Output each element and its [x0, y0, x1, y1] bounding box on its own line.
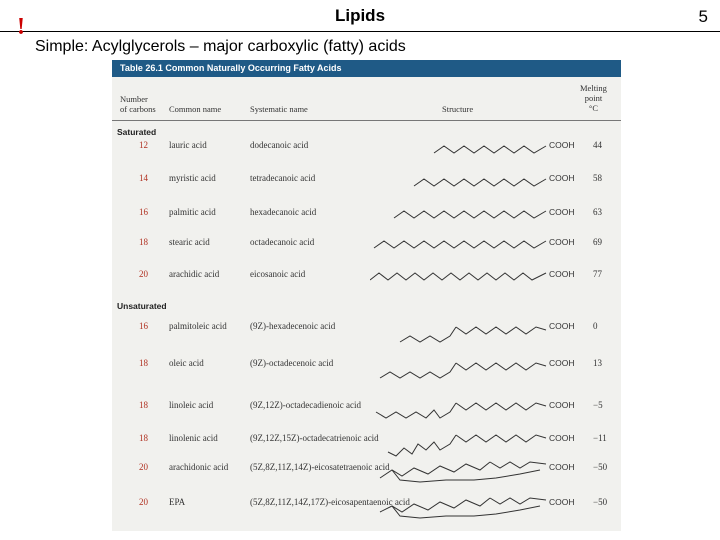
row-systematic-name: (9Z)-octadecenoic acid: [250, 358, 334, 368]
row-melting-point: −5: [593, 400, 603, 410]
row-common-name: palmitoleic acid: [169, 321, 227, 331]
row-melting-point: 58: [593, 173, 602, 183]
row-group-label: COOH: [549, 269, 575, 279]
row-common-name: oleic acid: [169, 358, 204, 368]
header-carbons-line2: of carbons: [120, 104, 156, 114]
palmitic-acid-structure-icon: [370, 205, 548, 223]
row-common-name: arachidonic acid: [169, 462, 229, 472]
row-group-label: COOH: [549, 140, 575, 150]
header-mp-line3: °C: [588, 103, 598, 113]
row-carbons: 20: [139, 269, 148, 279]
lauric-acid-structure-icon: [370, 140, 548, 158]
row-common-name: linoleic acid: [169, 400, 214, 410]
row-carbons: 18: [139, 433, 148, 443]
row-common-name: EPA: [169, 497, 186, 507]
row-systematic-name: hexadecanoic acid: [250, 207, 317, 217]
section-unsaturated: Unsaturated: [117, 301, 167, 311]
arachidonic-acid-structure-icon: [370, 456, 548, 486]
header-divider: [112, 120, 621, 121]
row-carbons: 18: [139, 237, 148, 247]
row-melting-point: −50: [593, 497, 608, 507]
row-common-name: lauric acid: [169, 140, 207, 150]
palmitoleic-acid-structure-icon: [370, 318, 548, 344]
header-carbons: [120, 94, 156, 114]
row-carbons: 12: [139, 140, 148, 150]
row-common-name: myristic acid: [169, 173, 216, 183]
fatty-acids-table: [112, 60, 621, 531]
row-systematic-name: (5Z,8Z,11Z,14Z)-eicosatetraenoic acid: [250, 462, 390, 472]
table-title-band: [112, 60, 621, 77]
row-common-name: palmitic acid: [169, 207, 216, 217]
row-group-label: COOH: [549, 462, 575, 472]
slide-subtitle: Simple: Acylglycerols – major carboxylic (fatty) acids: [35, 38, 406, 55]
row-carbons: 16: [139, 321, 148, 331]
row-systematic-name: (9Z)-hexadecenoic acid: [250, 321, 336, 331]
header-common-name: Common name: [169, 104, 222, 114]
row-carbons: 18: [139, 400, 148, 410]
row-carbons: 20: [139, 462, 148, 472]
row-systematic-name: (9Z,12Z,15Z)-octadecatrienoic acid: [250, 433, 379, 443]
row-melting-point: −11: [593, 433, 607, 443]
header-carbons-line1: Number: [120, 94, 148, 104]
row-common-name: stearic acid: [169, 237, 210, 247]
table-title: Table 26.1 Common Naturally Occurring Fatty Acids: [120, 63, 342, 73]
header-melting-point: [580, 83, 607, 113]
myristic-acid-structure-icon: [370, 173, 548, 191]
slide-number: 5: [698, 7, 708, 26]
row-common-name: arachidic acid: [169, 269, 220, 279]
row-group-label: COOH: [549, 358, 575, 368]
oleic-acid-structure-icon: [370, 354, 548, 382]
header-systematic-name: Systematic name: [250, 104, 308, 114]
linoleic-acid-structure-icon: [370, 394, 548, 426]
arachidic-acid-structure-icon: [370, 267, 548, 285]
row-group-label: COOH: [549, 173, 575, 183]
row-systematic-name: (9Z,12Z)-octadecadienoic acid: [250, 400, 361, 410]
row-systematic-name: octadecanoic acid: [250, 237, 315, 247]
row-group-label: COOH: [549, 400, 575, 410]
row-group-label: COOH: [549, 497, 575, 507]
header-mp-line2: point: [584, 93, 603, 103]
row-carbons: 18: [139, 358, 148, 368]
row-group-label: COOH: [549, 433, 575, 443]
stearic-acid-structure-icon: [370, 235, 548, 253]
row-melting-point: 69: [593, 237, 602, 247]
header-mp-line1: Melting: [580, 83, 607, 93]
title-divider: [0, 31, 720, 32]
row-melting-point: 13: [593, 358, 602, 368]
row-group-label: COOH: [549, 237, 575, 247]
section-saturated: Saturated: [117, 127, 157, 137]
row-group-label: COOH: [549, 321, 575, 331]
row-systematic-name: dodecanoic acid: [250, 140, 309, 150]
exclamation-icon: !: [17, 14, 25, 40]
row-melting-point: −50: [593, 462, 608, 472]
row-systematic-name: (5Z,8Z,11Z,14Z,17Z)-eicosapentaenoic acid: [250, 497, 410, 507]
row-systematic-name: tetradecanoic acid: [250, 173, 316, 183]
row-carbons: 20: [139, 497, 148, 507]
row-group-label: COOH: [549, 207, 575, 217]
slide-title: Lipids: [334, 6, 386, 25]
header-structure: Structure: [442, 104, 474, 114]
row-carbons: 16: [139, 207, 148, 217]
row-carbons: 14: [139, 173, 148, 183]
row-systematic-name: eicosanoic acid: [250, 269, 306, 279]
row-melting-point: 0: [593, 321, 598, 331]
row-melting-point: 44: [593, 140, 602, 150]
epa-structure-icon: [370, 492, 548, 522]
row-melting-point: 77: [593, 269, 602, 279]
row-melting-point: 63: [593, 207, 602, 217]
row-common-name: linolenic acid: [169, 433, 218, 443]
